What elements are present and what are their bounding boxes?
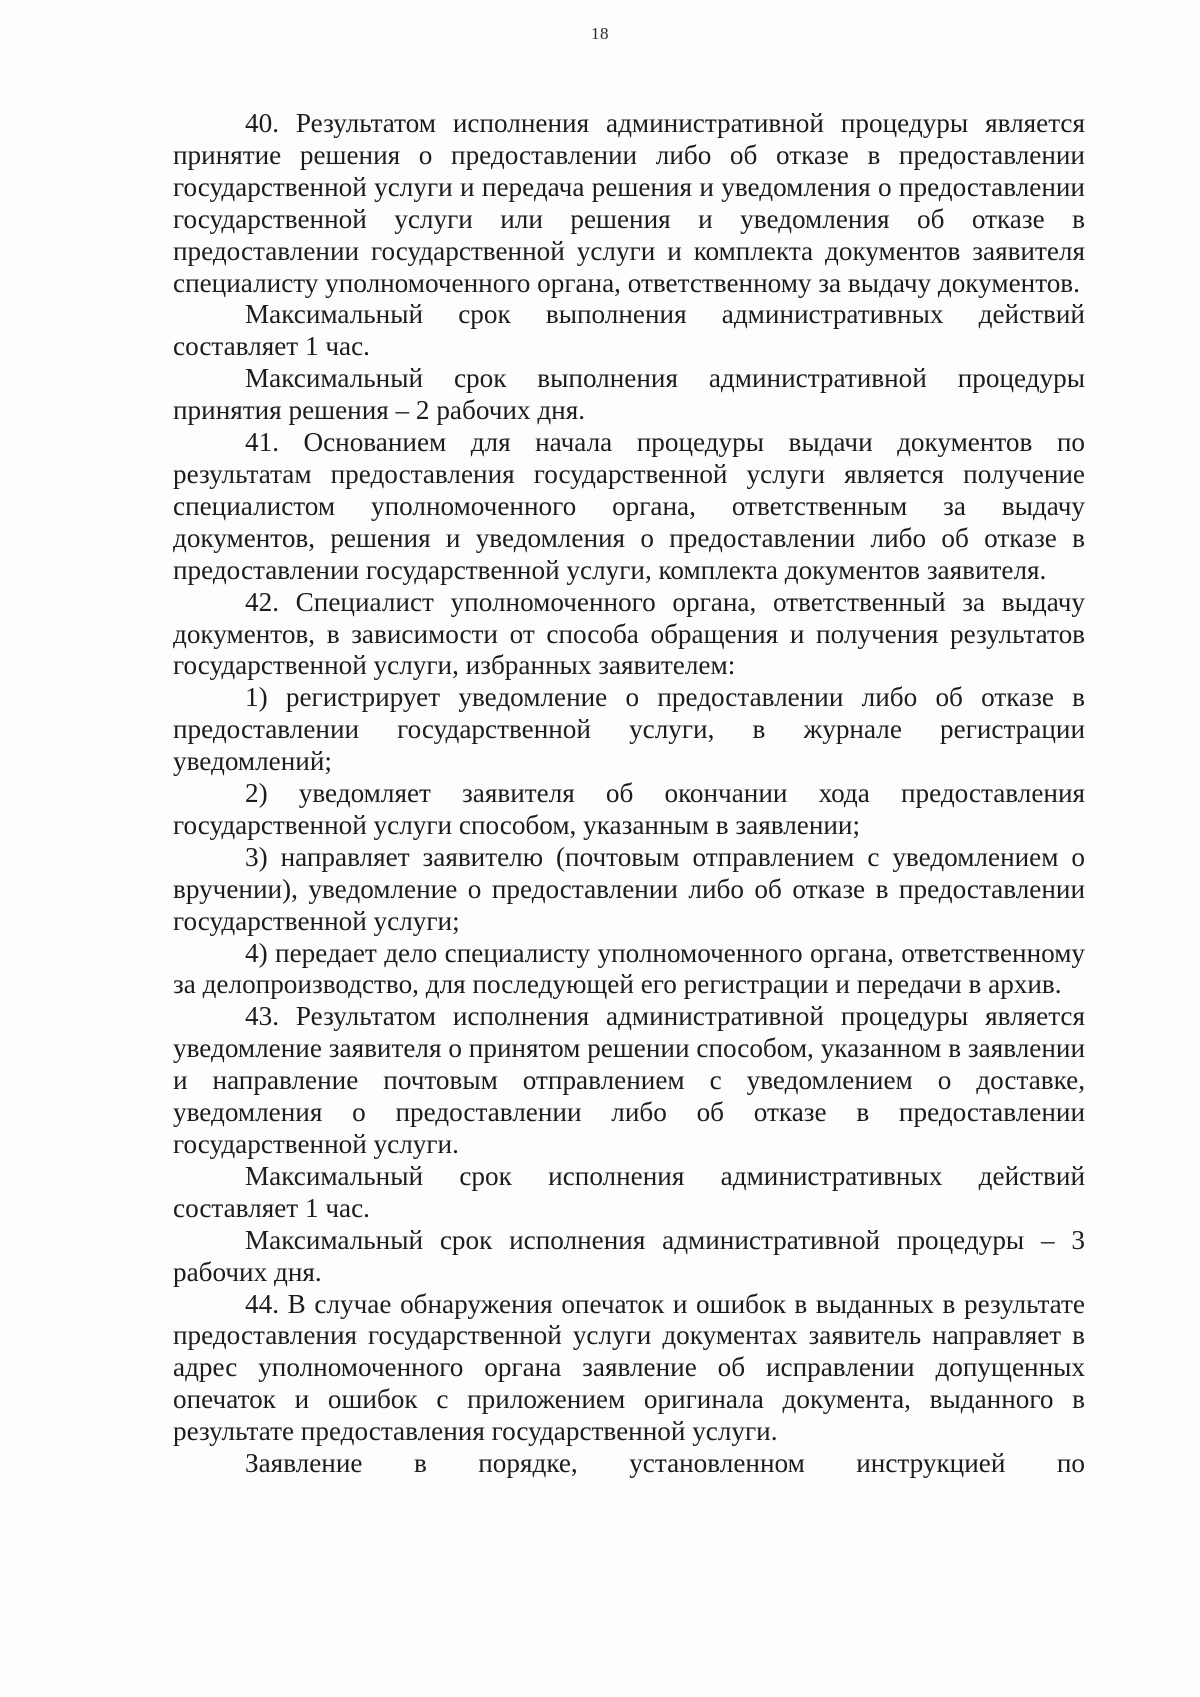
paragraph-42: 42. Специалист уполномоченного органа, ответственный за выдачу документов, в зависимости от способа обращения и получения результатов государственной услуги, избранных заявителем:: [173, 586, 1085, 681]
paragraph-40: 40. Результатом исполнения административной процедуры является принятие решения о предоставлении либо об отказе в предоставлении государственной услуги и передача решения и уведомления о предоставлении государственной услуги или решения и уведомления об отказе в предоставлении государственной услуги и комплекта документов заявителя специалисту уполномоченного органа, ответственному за выдачу документов.: [173, 108, 1085, 298]
paragraph-40-max-time-actions: Максимальный срок выполнения административных действий составляет 1 час.: [173, 299, 1085, 362]
paragraph-40-max-time-procedure: Максимальный срок выполнения административной процедуры принятия решения – 2 рабочих дня.: [173, 363, 1085, 426]
page-number: 18: [591, 24, 609, 43]
paragraph-42-item-4: 4) передает дело специалисту уполномоченного органа, ответственному за делопроизводство, для последующей его регистрации и передачи в архив.: [173, 937, 1085, 1000]
paragraph-41: 41. Основанием для начала процедуры выдачи документов по результатам предоставления государственной услуги является получение специалистом уполномоченного органа, ответственным за выдачу документов, решения и уведомления о предоставлении либо об отказе в предоставлении государственной услуги, комплекта документов заявителя.: [173, 427, 1085, 585]
paragraph-42-item-2: 2) уведомляет заявителя об окончании хода предоставления государственной услуги способом, указанным в заявлении;: [173, 778, 1085, 840]
paragraph-42-item-1: 1) регистрирует уведомление о предоставлении либо об отказе в предоставлении государственной услуги, в журнале регистрации уведомлений;: [173, 682, 1085, 777]
paragraph-continuation: Заявление в порядке, установленном инструкцией по: [245, 1448, 1085, 1479]
paragraph-43-max-time-actions: Максимальный срок исполнения административных действий составляет 1 час.: [173, 1160, 1085, 1223]
paragraph-43: 43. Результатом исполнения административной процедуры является уведомление заявителя о принятом решении способом, указанном в заявлении и направление почтовым отправлением с уведомлением о доставке, уведомления о предоставлении либо об отказе в предоставлении государственной услуги.: [173, 1001, 1085, 1159]
document-body: [173, 108, 1085, 1480]
paragraph-43-max-time-procedure: Максимальный срок исполнения административной процедуры – 3 рабочих дня.: [173, 1224, 1085, 1287]
paragraph-44: 44. В случае обнаружения опечаток и ошибок в выданных в результате предоставления государственной услуги документах заявитель направляет в адрес уполномоченного органа заявление об исправлении допущенных опечаток и ошибок с приложением оригинала документа, выданного в результате предоставления государственной услуги.: [173, 1288, 1085, 1447]
paragraph-42-item-3: 3) направляет заявителю (почтовым отправлением с уведомлением о вручении), уведомление о предоставлении либо об отказе в предоставлении государственной услуги;: [173, 841, 1085, 936]
